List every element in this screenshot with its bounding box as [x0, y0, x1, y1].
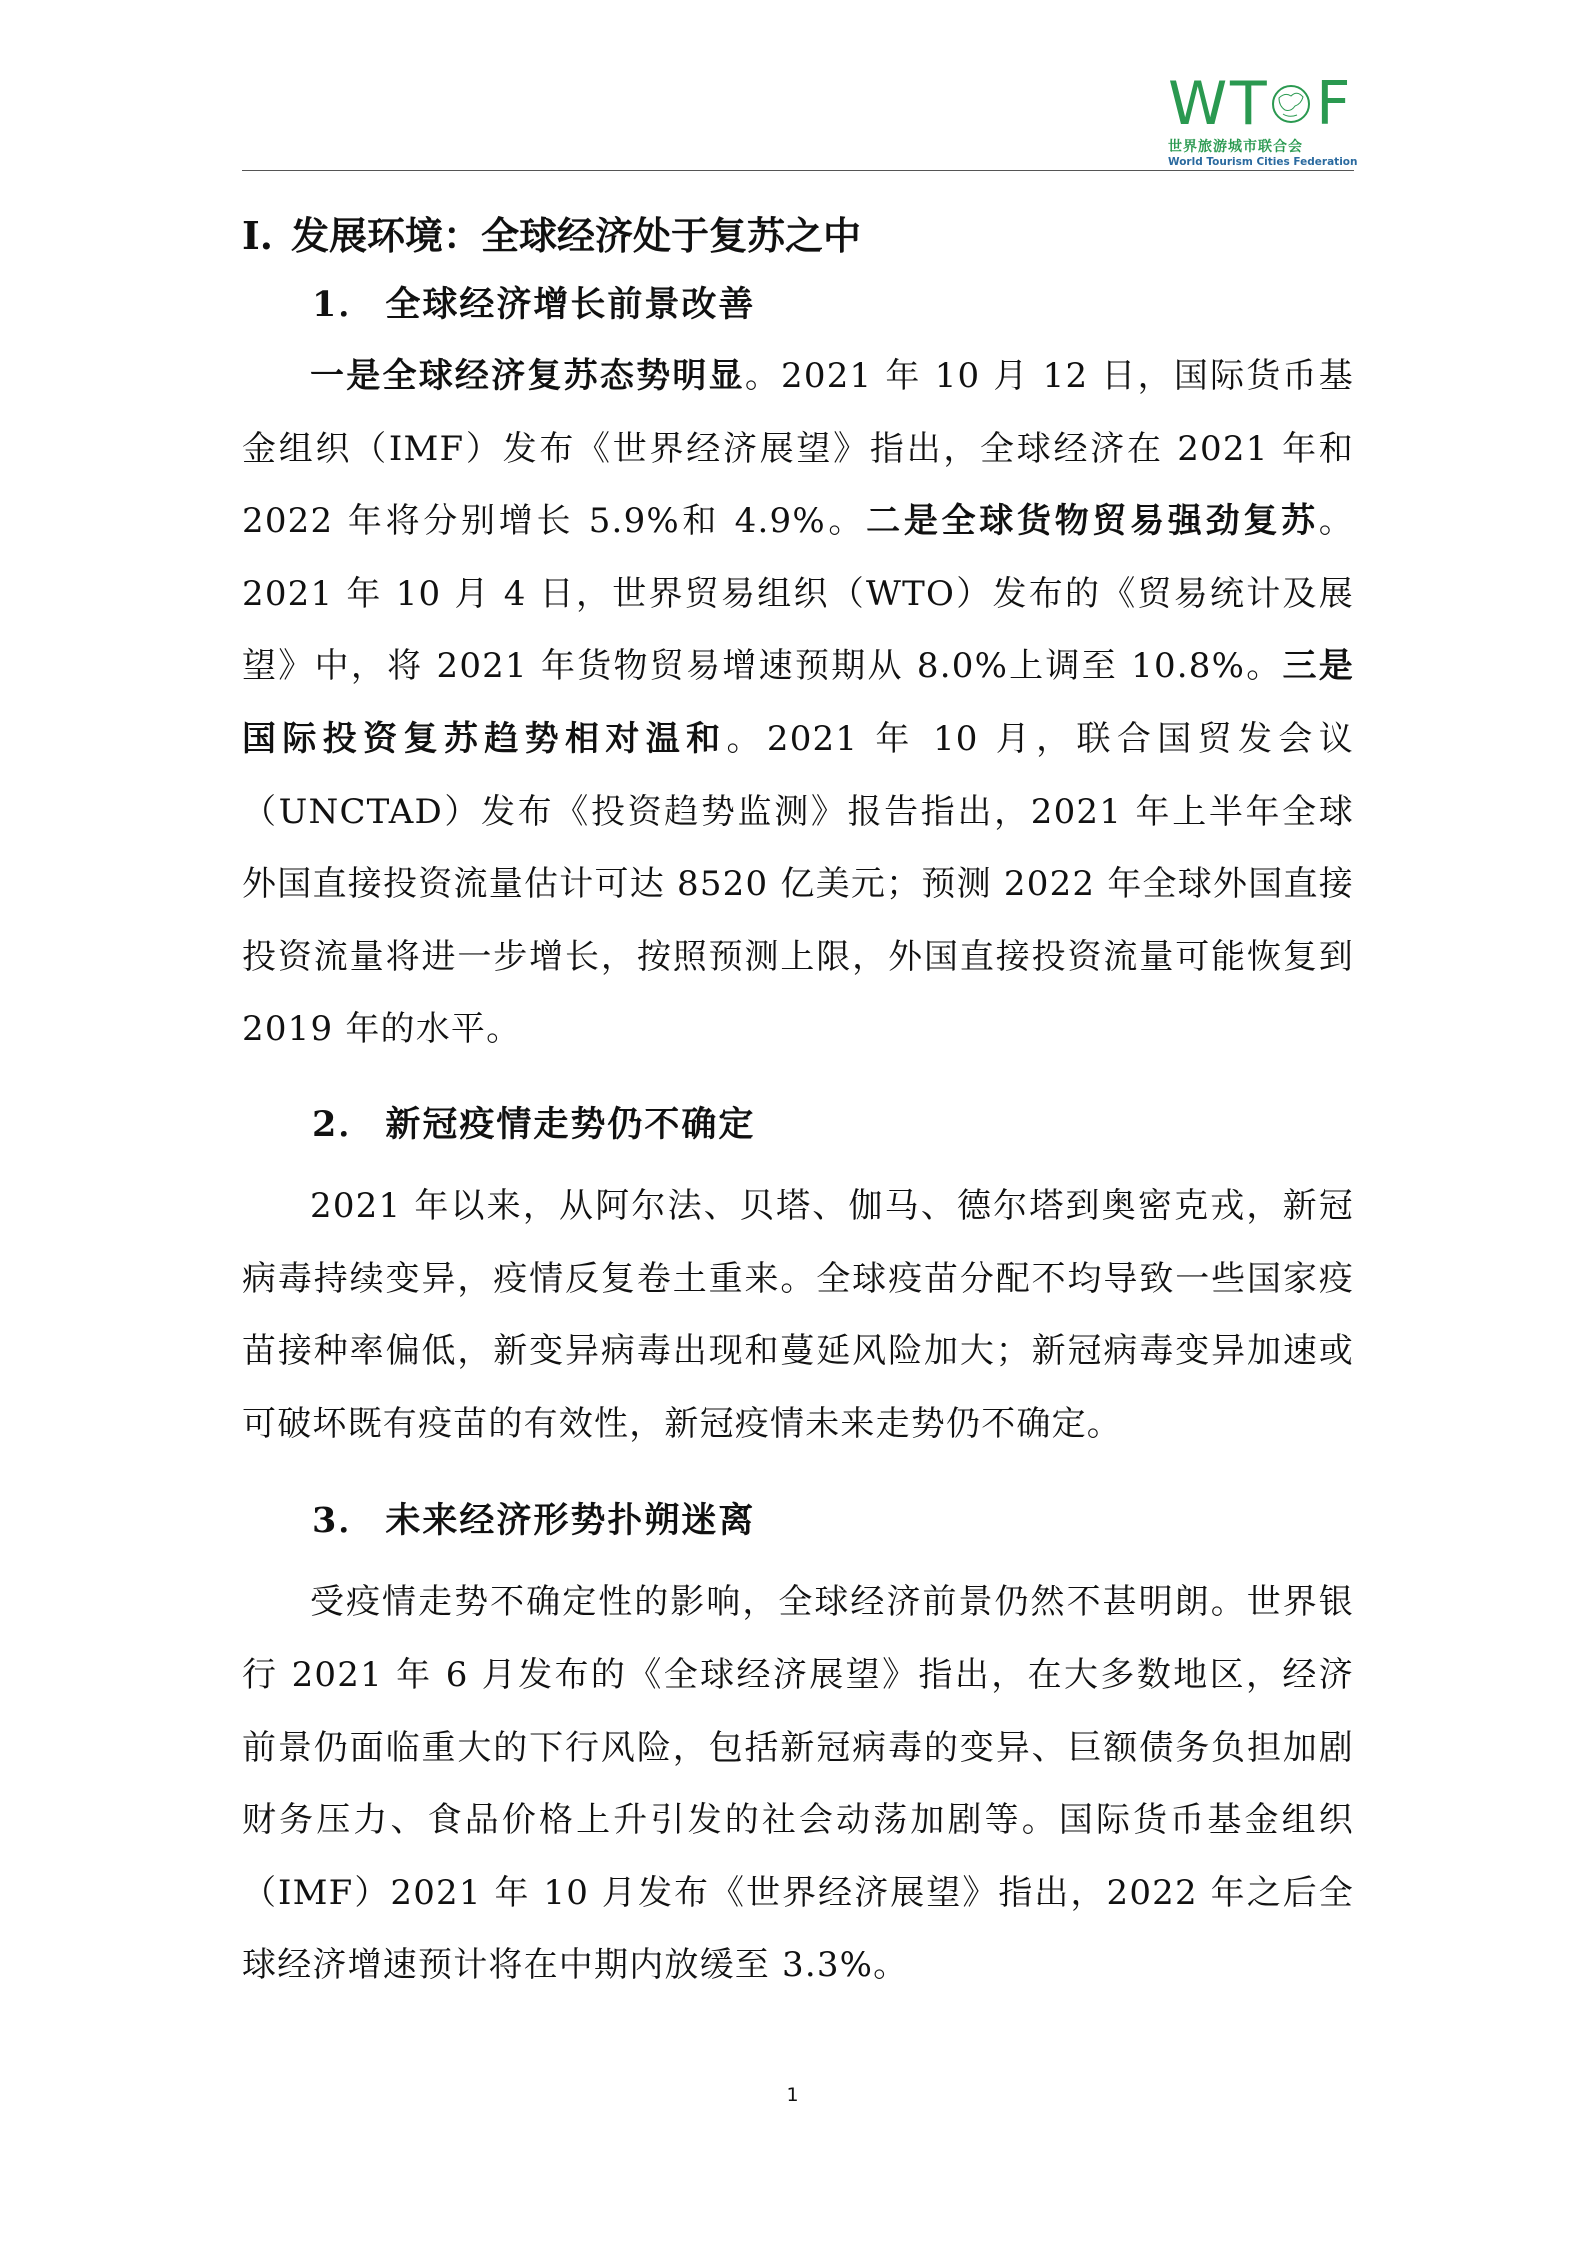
logo-wordmark: W T F: [1168, 69, 1352, 139]
section-number: I.: [242, 213, 274, 258]
subsection-title-3: 未来经济形势扑朔迷离: [385, 1500, 756, 1542]
subsection-title-2: 新冠疫情走势仍不确定: [385, 1103, 756, 1145]
paragraph-1: 一是全球经济复苏态势明显。2021 年 10 月 12 日，国际货币基金组织（IMF）发布《世界经济展望》指出，全球经济在 2021 年和 2022 年将分别增长 5.9%和 4.9%。二是全球货物贸易强劲复苏。2021 年 10 月 4 日，世界贸易组织（WTO）发布的《贸易统计及展望》中，将 2021 年货物贸易增速预期从 8.0%上调至 10.8%。三是国际投资复苏趋势相对温和。2021 年 10 月，联合国贸发会议（UNCTAD）发布《投资趋势监测》报告指出，2021 年上半年全球外国直接投资流量估计可达 8520 亿美元；预测 2022 年全球外国直接投资流量将进一步增长，按照预测上限，外国直接投资流量可能恢复到 2019 年的水平。: [242, 356, 1354, 1050]
logo-name-cn: 世界旅游城市联合会: [1168, 139, 1303, 155]
subsection-title-1: 全球经济增长前景改善: [385, 284, 756, 325]
page-number: 1: [786, 2084, 799, 2106]
logo-name-en: World Tourism Cities Federation: [1168, 156, 1358, 168]
paragraph-2: 2021 年以来，从阿尔法、贝塔、伽马、德尔塔到奥密克戎，新冠病毒持续变异，疫情反复卷土重来。全球疫苗分配不均导致一些国家疫苗接种率偏低，新变异病毒出现和蔓延风险加大；新冠病毒变异加速或可破坏既有疫苗的有效性，新冠疫情未来走势仍不确定。: [242, 1185, 1354, 1444]
document-body: [242, 200, 1354, 2002]
wtcf-logo: [1168, 69, 1358, 168]
paragraph-3: 受疫情走势不确定性的影响，全球经济前景仍然不甚明朗。世界银行 2021 年 6 月发布的《全球经济展望》指出，在大多数地区，经济前景仍面临重大的下行风险，包括新冠病毒的变异、巨额债务负担加剧财务压力、食品价格上升引发的社会动荡加剧等。国际货币基金组织（IMF）2021 年 10 月发布《世界经济展望》指出，2022 年之后全球经济增速预计将在中期内放缓至 3.3%。: [242, 1582, 1354, 1986]
subsection-heading-1: 1． 全球经济增长前景改善: [312, 284, 756, 325]
subsection-heading-2: 2． 新冠疫情走势仍不确定: [312, 1103, 756, 1145]
subsection-heading-3: 3． 未来经济形势扑朔迷离: [312, 1500, 756, 1542]
section-heading: [242, 200, 1354, 272]
section-title: 发展环境：全球经济处于复苏之中: [291, 214, 862, 258]
header-divider: [242, 170, 1354, 171]
